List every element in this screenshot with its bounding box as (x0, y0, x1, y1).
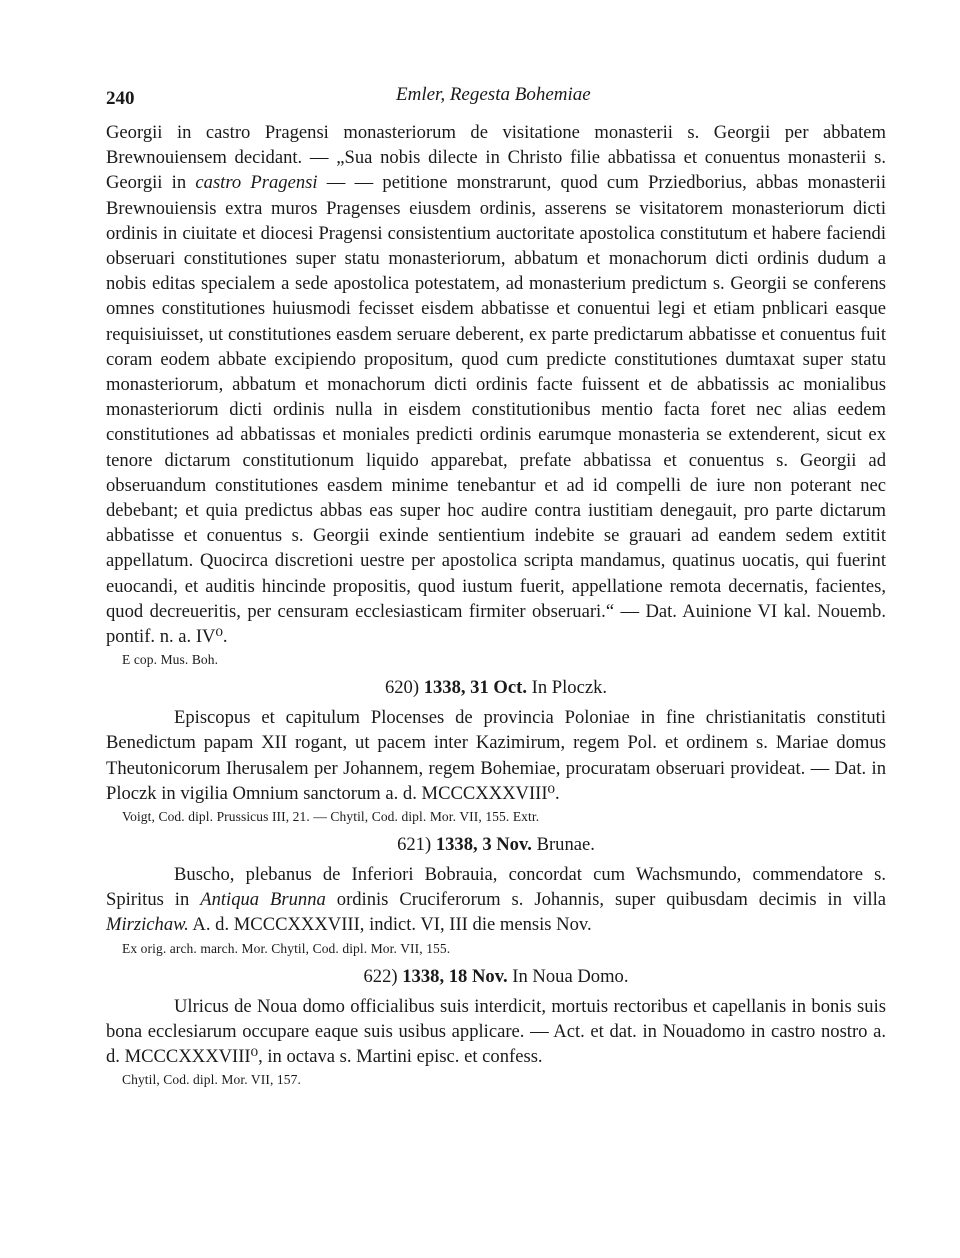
entry-622-body: Ulricus de Noua domo officialibus suis interdicit, mortuis rectoribus et capellanis in bonis suis bona ecclesiarum occupare eaque suis usibus applicare. — Act. et dat. in Nouadomo in castro nostro a. d. MCCCXXXVIII⁰, in octava s. Martini episc. et confess. (106, 995, 886, 1068)
entry-date: 1338, 31 Oct. (423, 677, 527, 699)
entry-621-italic-b: Mirzichaw. (106, 914, 189, 936)
continuation-italic-a: castro Pragensi (195, 172, 318, 194)
entry-number: 621) (397, 834, 432, 856)
running-head: Emler, Regesta Bohemiae (396, 84, 591, 105)
entry-place: In Noua Domo. (512, 965, 629, 987)
entry-621-heading (106, 832, 886, 858)
entry-620-heading (106, 675, 886, 701)
page-number: 240 (106, 88, 135, 109)
entry-620-body: Episcopus et capitulum Plocenses de provincia Poloniae in fine christianitatis constituti Benedictum papam XII rogant, ut pacem inter Kazimirum, regem Pol. et ordinem s. Mariae domus Theutonicorum Iherusalem per Johannem, regem Bohemiae, procuratam obseruari provideat. — Dat. in Ploczk in vigilia Omnium sanctorum a. d. MCCCXXXVIII⁰. (106, 707, 886, 804)
entry-number: 622) (363, 965, 398, 987)
entry-date: 1338, 3 Nov. (435, 834, 532, 856)
entry-place: In Ploczk. (531, 677, 608, 699)
entry-number: 620) (384, 677, 420, 699)
entry-621-body (106, 862, 886, 938)
entry-622-source: Chytil, Cod. dipl. Mor. VII, 157. (122, 1072, 301, 1088)
document-page (106, 80, 886, 1090)
entry-621-source: Ex orig. arch. march. Mor. Chytil, Cod. dipl. Mor. VII, 155. (122, 940, 451, 956)
continuation-text-b: — — petitione monstrarunt, quod cum Prziedborius, abbas monasterii Brewnouiensis extra muros Pragenses eiusdem ordinis, asserens se visitatorem monasteriorum dicti ordinis in ciuitate et diocesi Pragensi consistentium auctoritate apostolica constitutum et habere faciendi obseruari constitutiones super statu monasteriorum, abbatum et monachorum dicti ordinis dudum a nobis editas specialem a sede apostolica potestatem, ad monasterium predictum s. Georgii se conferens omnes constitutiones huiusmodi fecisset eisdem abbatisse et conuentui legi et etiam pnblicari easque requisiuisset, ut constitutiones easdem seruare deberent, ex parte predictarum abbatisse et conuentus fuit coram eodem abbate excipiendo propositum, quod cum predicte constitutiones dumtaxat super statu monasteriorum, abbatum et monachorum dicti ordinis facte fuissent et de abbatissis ac monialibus monasteriorum dicti ordinis nulla in eisdem constitutionibus mentio facta foret nec alias eedem constitutiones ad abbatissas et moniales predicti ordinis earumque monasteria se extenderent, sicut ex tenore dictarum constitutionum liquido apparebat, prefate abbatissa et conuentus s. Georgii ad obseruandum constitutiones easdem minime tenebantur et ad id compelli de iure non poterant nec debebant; et quia predictus abbas eas super hoc audire contra iustitiam denegauit, pro parte dictarum abbatisse et conuentus s. Georgii exinde sentientium indebite se grauari ad eandem sedem extitit appellatum. Quocirca discretioni uestre per apostolica scripta mandamus, quatinus uocatis, qui fuerint euocandi, et auditis hincinde propositis, quod iustum fuerit, appellatione remota decernatis, facientes, quod decreueritis, per censuram ecclesiasticam firmiter obseruari.“ — Dat. Auinione VI kal. Nouemb. pontif. n. a. IV⁰. (106, 172, 886, 648)
entry-622-heading (106, 964, 886, 990)
continuation-paragraph (106, 120, 886, 649)
continuation-text-a: Georgii in castro Pragensi monasteriorum de visitatione monasterii s. Georgii per abbatem Brewnouiensem decidant. — „Sua nobis dilecte in Christo filie abbatissa et conuentus monasterii s. Georgii in (106, 122, 886, 194)
entry-place: Brunae. (536, 834, 595, 856)
entry-621-body-c: A. d. MCCCXXXVIII, indict. VI, III die mensis Nov. (188, 914, 592, 936)
entry-620-source: Voigt, Cod. dipl. Prussicus III, 21. — Chytil, Cod. dipl. Mor. VII, 155. Extr. (122, 809, 540, 825)
entry-date: 1338, 18 Nov. (402, 965, 508, 987)
entry-621-body-b: ordinis Cruciferorum s. Johannis, super quibusdam decimis in villa (325, 889, 886, 911)
entry-621-italic-a: Antiqua Brunna (200, 889, 326, 911)
entry-621-body-a: Buscho, plebanus de Inferiori Bobrauia, concordat cum Wachsmundo, commendatore s. Spiritus in (106, 864, 886, 911)
page-header (106, 80, 886, 120)
continuation-source: E cop. Mus. Boh. (122, 652, 219, 668)
